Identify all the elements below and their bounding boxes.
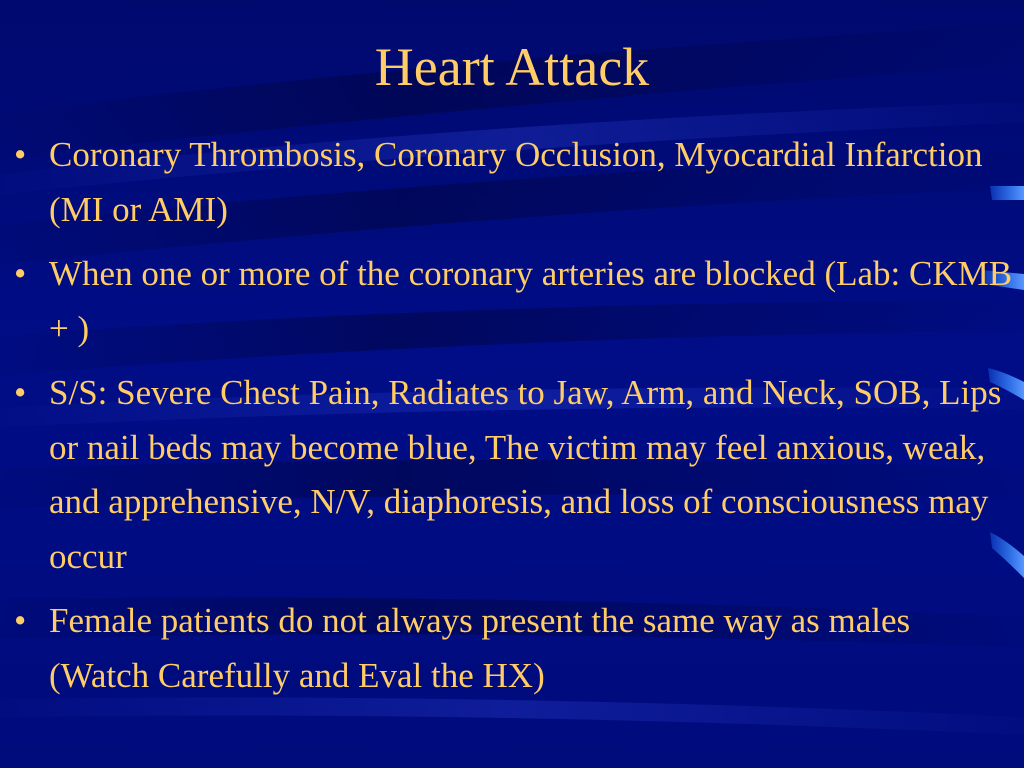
- bullet-dot-icon: •: [14, 254, 27, 293]
- bullet-text: Female patients do not always present the same way as males (Watch Carefully and Eval the HX): [49, 601, 911, 695]
- bullet-item: [14, 366, 1014, 584]
- bullet-dot-icon: •: [14, 373, 27, 412]
- bullet-dot-icon: •: [14, 135, 27, 174]
- bullet-dot-icon: •: [14, 601, 27, 640]
- bullet-list: [14, 128, 1014, 713]
- bullet-item: [14, 128, 1014, 237]
- bullet-item: [14, 594, 1014, 703]
- bullet-text: Coronary Thrombosis, Coronary Occlusion, Myocardial Infarction (MI or AMI): [49, 135, 983, 229]
- bullet-item: [14, 247, 1014, 356]
- bullet-text: S/S: Severe Chest Pain, Radiates to Jaw, Arm, and Neck, SOB, Lips or nail beds may become blue, The victim may feel anxious, weak, and apprehensive, N/V, diaphoresis, and loss of consciousness may occur: [49, 373, 1002, 576]
- slide-title: Heart Attack: [374, 37, 650, 97]
- bullet-text: When one or more of the coronary arteries are blocked (Lab: CKMB + ): [49, 254, 1013, 348]
